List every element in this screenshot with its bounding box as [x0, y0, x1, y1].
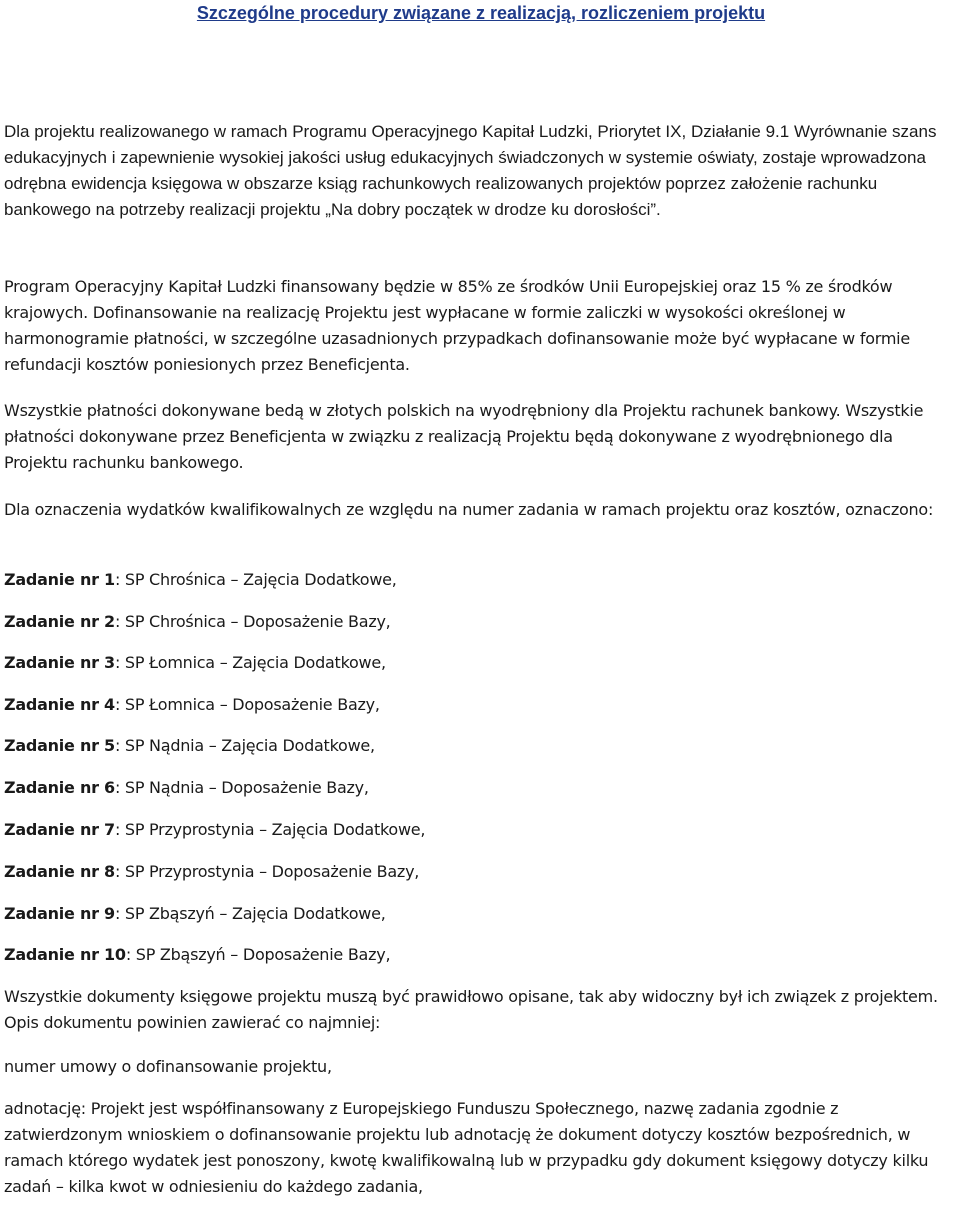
task-item: [4, 733, 375, 759]
task-label: Zadanie nr 10: [4, 945, 126, 964]
task-text: : SP Przyprostynia – Doposażenie Bazy,: [114, 862, 420, 881]
task-item: [4, 817, 425, 843]
task-item: [4, 692, 380, 718]
task-label: Zadanie nr 4: [4, 695, 115, 714]
task-item: [4, 650, 386, 676]
task-item: [4, 859, 419, 885]
task-text: : SP Zbąszyń – Zajęcia Dodatkowe,: [114, 904, 386, 923]
task-text: : SP Zbąszyń – Doposażenie Bazy,: [125, 945, 391, 964]
task-label: Zadanie nr 9: [4, 904, 115, 923]
task-item: [4, 942, 390, 968]
task-text: : SP Przyprostynia – Zajęcia Dodatkowe,: [114, 820, 426, 839]
task-label: Zadanie nr 8: [4, 862, 115, 881]
task-item: [4, 567, 397, 593]
document-page: [4, 0, 958, 1196]
paragraph-task-marking: Dla oznaczenia wydatków kwalifikowalnych ze względu na numer zadania w ramach projektu oraz kosztów, oznaczono:: [4, 500, 934, 519]
task-text: : SP Łomnica – Zajęcia Dodatkowe,: [114, 653, 386, 672]
task-text: : SP Nądnia – Doposażenie Bazy,: [114, 778, 369, 797]
task-label: Zadanie nr 3: [4, 653, 115, 672]
paragraph-financing: Program Operacyjny Kapitał Ludzki finansowany będzie w 85% ze środków Unii Europejskiej oraz 15 % ze środków krajowych. Dofinansowanie na realizację Projektu jest wypłacane w formie zaliczki w wysokości określonej w harmonogramie płatności, w szczególne uzasadnionych przypadkach dofinansowanie może być wypłacane w formie refundacji kosztów poniesionych przez Beneficjenta.: [4, 277, 910, 374]
task-text: : SP Nądnia – Zajęcia Dodatkowe,: [114, 736, 375, 755]
task-label: Zadanie nr 1: [4, 570, 115, 589]
paragraph-contract-number: numer umowy o dofinansowanie projektu,: [4, 1057, 332, 1076]
paragraph-payments: Wszystkie płatności dokonywane bedą w złotych polskich na wyodrębniony dla Projektu rachunek bankowy. Wszystkie płatności dokonywane przez Beneficjenta w związku z realizacją Projektu będą dokonywane z wyodrębnionego dla Projektu rachunku bankowego.: [4, 401, 924, 472]
task-text: : SP Łomnica – Doposażenie Bazy,: [114, 695, 380, 714]
task-item: [4, 775, 369, 801]
document-title: Szczególne procedury związane z realizacją, rozliczeniem projektu: [196, 3, 766, 23]
paragraph-project-intro: Dla projektu realizowanego w ramach Programu Operacyjnego Kapitał Ludzki, Priorytet IX, Działanie 9.1 Wyrównanie szans edukacyjnych i zapewnienie wysokiej jakości usług edukacyjnych świadczonych w systemie oświaty, zostaje wprowadzona odrębna ewidencja księgowa w obszarze ksiąg rachunkowych realizowanych projektów poprzez założenie rachunku bankowego na potrzeby realizacji projektu „Na dobry początek w drodze ku dorosłości”.: [4, 122, 937, 219]
task-label: Zadanie nr 2: [4, 612, 115, 631]
task-text: : SP Chrośnica – Doposażenie Bazy,: [114, 612, 391, 631]
task-item: [4, 609, 391, 635]
task-item: [4, 901, 386, 927]
paragraph-document-description: Wszystkie dokumenty księgowe projektu muszą być prawidłowo opisane, tak aby widoczny był ich związek z projektem. Opis dokumentu powinien zawierać co najmniej:: [4, 987, 938, 1032]
task-label: Zadanie nr 7: [4, 820, 115, 839]
task-label: Zadanie nr 5: [4, 736, 115, 755]
task-label: Zadanie nr 6: [4, 778, 115, 797]
paragraph-annotation: adnotację: Projekt jest współfinansowany z Europejskiego Funduszu Społecznego, nazwę zadania zgodnie z zatwierdzonym wnioskiem o dofinansowanie projektu lub adnotację że dokument dotyczy kosztów bezpośrednich, w ramach którego wydatek jest ponoszony, kwotę kwalifikowalną lub w przypadku gdy dokument księgowy dotyczy kilku zadań – kilka kwot w odniesieniu do każdego zadania,: [4, 1099, 929, 1196]
task-text: : SP Chrośnica – Zajęcia Dodatkowe,: [114, 570, 397, 589]
